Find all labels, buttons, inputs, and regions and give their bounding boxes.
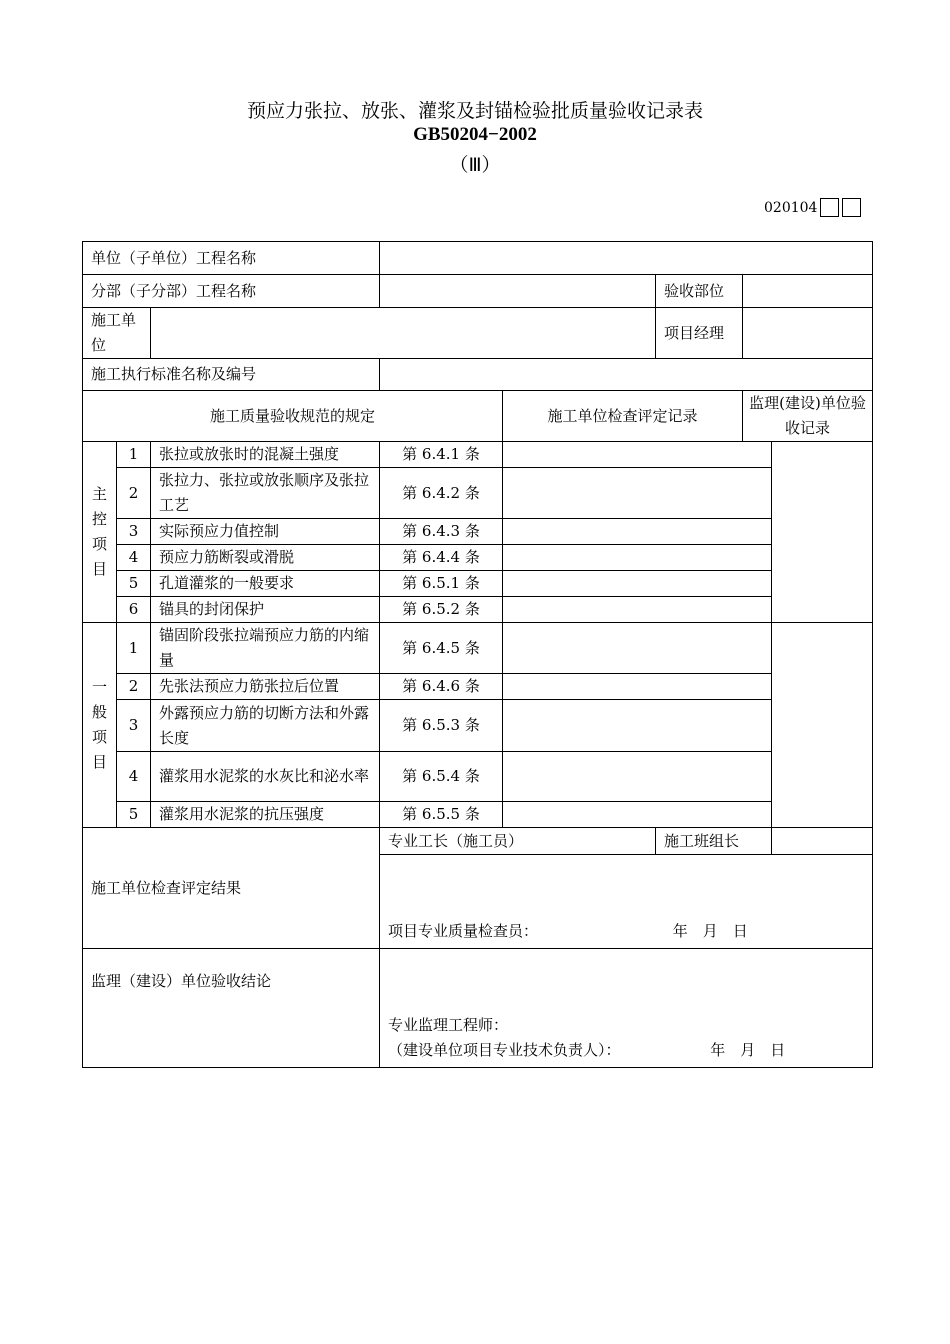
main-item-name: 孔道灌浆的一般要求 <box>151 571 380 597</box>
general-items-label: 一 般 项 目 <box>83 623 117 828</box>
acceptance-part-label: 验收部位 <box>656 275 743 308</box>
check-record-header: 施工单位检查评定记录 <box>503 391 743 442</box>
general-item-name: 锚固阶段张拉端预应力筋的内缩量 <box>151 623 380 674</box>
general-item-no: 1 <box>117 623 151 674</box>
construction-unit-label: 施工单位 <box>83 308 151 359</box>
general-item-record[interactable] <box>503 623 772 674</box>
general-item-name: 灌浆用水泥浆的水灰比和泌水率 <box>151 752 380 802</box>
main-item-record[interactable] <box>503 597 772 623</box>
main-item-clause: 第 6.4.3 条 <box>380 519 503 545</box>
form-number-text: 020104 <box>764 199 818 216</box>
general-item-clause: 第 6.5.5 条 <box>380 802 503 828</box>
unit-project-label: 单位（子单位）工程名称 <box>83 242 380 275</box>
general-item-no: 5 <box>117 802 151 828</box>
standard-label: 施工执行标准名称及编号 <box>83 359 380 391</box>
main-item-no: 3 <box>117 519 151 545</box>
main-item-record[interactable] <box>503 571 772 597</box>
main-item-clause: 第 6.4.4 条 <box>380 545 503 571</box>
project-manager-field[interactable] <box>743 308 873 359</box>
acceptance-part-field[interactable] <box>743 275 873 308</box>
standard-field[interactable] <box>380 359 873 391</box>
general-item-no: 3 <box>117 700 151 752</box>
main-item-clause: 第 6.5.2 条 <box>380 597 503 623</box>
inspection-table <box>82 241 873 1068</box>
form-part: （Ⅲ） <box>449 154 501 176</box>
general-item-name: 灌浆用水泥浆的抗压强度 <box>151 802 380 828</box>
main-item-clause: 第 6.4.1 条 <box>380 442 503 468</box>
main-item-clause: 第 6.4.2 条 <box>380 468 503 519</box>
main-supervision-record[interactable] <box>772 442 873 623</box>
main-item-name: 张拉力、张拉或放张顺序及张拉工艺 <box>151 468 380 519</box>
owner-label: （建设单位项目专业技术负责人）： <box>388 1041 621 1059</box>
general-item-record[interactable] <box>503 674 772 700</box>
general-item-record[interactable] <box>503 752 772 802</box>
general-item-name: 先张法预应力筋张拉后位置 <box>151 674 380 700</box>
general-item-name: 外露预应力筋的切断方法和外露长度 <box>151 700 380 752</box>
main-item-name: 锚具的封闭保护 <box>151 597 380 623</box>
general-item-record[interactable] <box>503 700 772 752</box>
number-box-2[interactable] <box>842 198 861 217</box>
unit-project-field[interactable] <box>380 242 873 275</box>
sub-project-field[interactable] <box>380 275 656 308</box>
main-item-clause: 第 6.5.1 条 <box>380 571 503 597</box>
main-item-name: 张拉或放张时的混凝土强度 <box>151 442 380 468</box>
general-item-clause: 第 6.5.3 条 <box>380 700 503 752</box>
main-item-no: 4 <box>117 545 151 571</box>
spec-header: 施工质量验收规范的规定 <box>83 391 503 442</box>
main-item-name: 实际预应力值控制 <box>151 519 380 545</box>
general-item-no: 2 <box>117 674 151 700</box>
main-item-record[interactable] <box>503 442 772 468</box>
main-item-no: 5 <box>117 571 151 597</box>
construction-unit-field[interactable] <box>151 308 656 359</box>
general-item-no: 4 <box>117 752 151 802</box>
main-item-name: 预应力筋断裂或滑脱 <box>151 545 380 571</box>
check-result-label: 施工单位检查评定结果 <box>83 828 380 949</box>
number-box-1[interactable] <box>820 198 839 217</box>
sub-project-label: 分部（子分部）工程名称 <box>83 275 380 308</box>
inspector-label: 项目专业质量检查员： <box>388 922 539 940</box>
main-item-record[interactable] <box>503 519 772 545</box>
main-item-record[interactable] <box>503 545 772 571</box>
conclusion-label: 监理（建设）单位验收结论 <box>83 949 380 1068</box>
main-item-no: 6 <box>117 597 151 623</box>
check-date: 年 月 日 <box>672 922 748 940</box>
team-leader-label: 施工班组长 <box>656 828 772 855</box>
project-manager-label: 项目经理 <box>656 308 743 359</box>
form-title: 预应力张拉、放张、灌浆及封锚检验批质量验收记录表 <box>246 100 703 122</box>
general-item-clause: 第 6.4.6 条 <box>380 674 503 700</box>
general-item-clause: 第 6.4.5 条 <box>380 623 503 674</box>
check-result-field[interactable] <box>380 855 873 949</box>
general-item-clause: 第 6.5.4 条 <box>380 752 503 802</box>
standard-code: GB50204−2002 <box>413 124 537 145</box>
general-supervision-record[interactable] <box>772 623 873 828</box>
main-item-record[interactable] <box>503 468 772 519</box>
supervision-record-header: 监理(建设)单位验收记录 <box>743 391 873 442</box>
engineer-label: 专业监理工程师： <box>388 1016 509 1034</box>
form-number <box>764 198 861 217</box>
general-item-record[interactable] <box>503 802 772 828</box>
main-items-label: 主 控 项 目 <box>83 442 117 623</box>
main-item-no: 1 <box>117 442 151 468</box>
team-leader-field[interactable] <box>772 828 873 855</box>
conclusion-field[interactable] <box>380 949 873 1068</box>
main-item-no: 2 <box>117 468 151 519</box>
foreman-label: 专业工长（施工员） <box>380 828 656 855</box>
conclusion-date: 年 月 日 <box>710 1041 786 1059</box>
